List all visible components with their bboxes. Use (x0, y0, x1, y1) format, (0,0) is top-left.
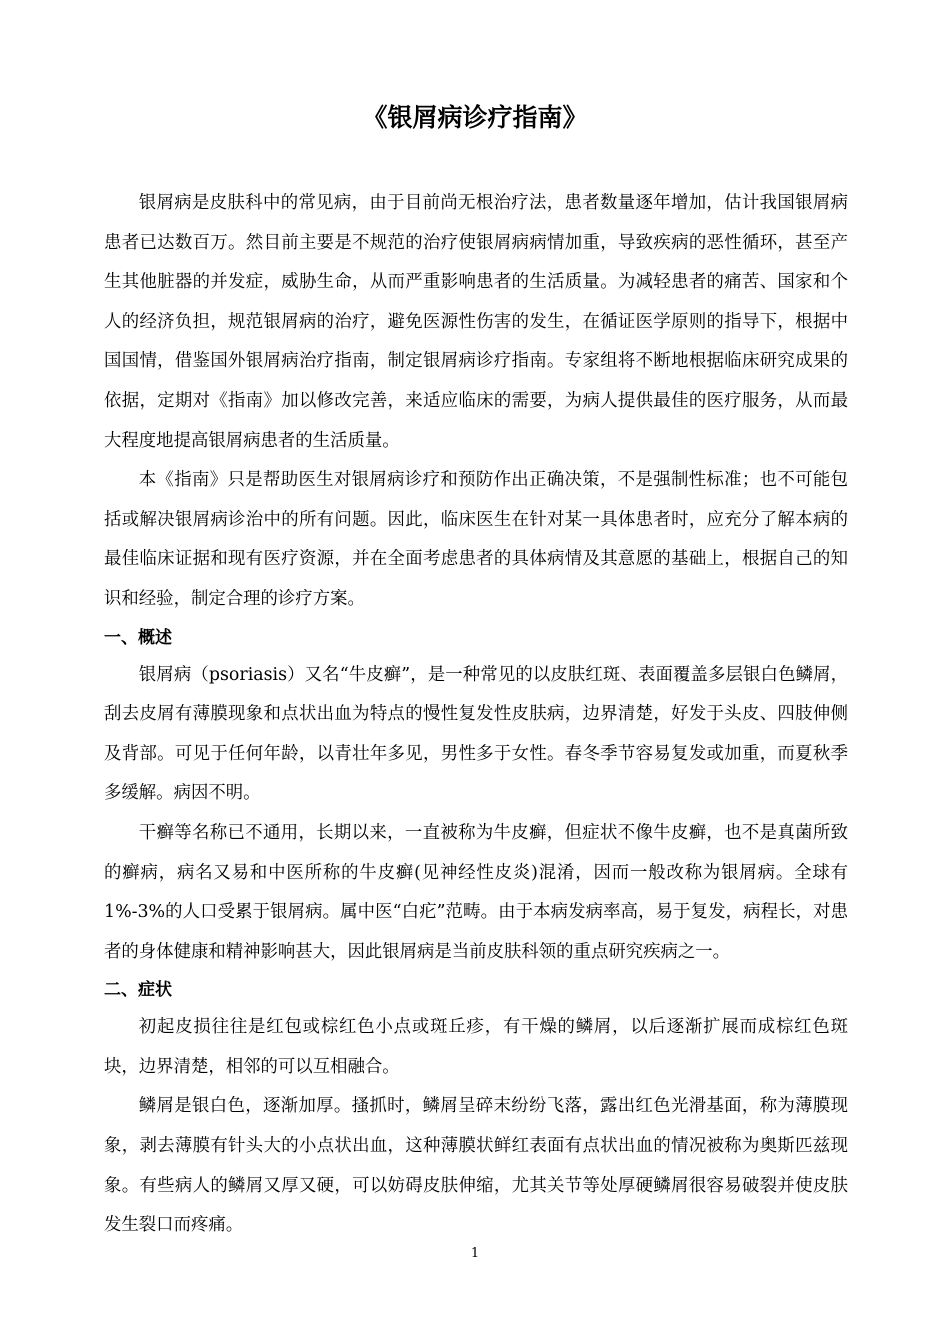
intro-paragraph: 银屑病是皮肤科中的常见病，由于目前尚无根治疗法，患者数量逐年增加，估计我国银屑病患者已达数百万。然目前主要是不规范的治疗使银屑病病情加重，导致疾病的恶性循环，甚至产生其他脏器的并发症，威胁生命，从而严重影响患者的生活质量。为减轻患者的痛苦、国家和个人的经济负担，规范银屑病的治疗，避免医源性伤害的发生，在循证医学原则的指导下，根据中国国情，借鉴国外银屑病治疗指南，制定银屑病诊疗指南。专家组将不断地根据临床研究成果的依据，定期对《指南》加以修改完善，来适应临床的需要，为病人提供最佳的医疗服务，从而最大程度地提高银屑病患者的生活质量。 (104, 193, 848, 451)
section-heading-overview: 一、概述 (104, 627, 172, 648)
intro-paragraph: 本《指南》只是帮助医生对银屑病诊疗和预防作出正确决策，不是强制性标准；也不可能包括或解决银屑病诊治中的所有问题。因此，临床医生在针对某一具体患者时，应充分了解本病的最佳临床证据和现有医疗资源，并在全面考虑患者的具体病情及其意愿的基础上，根据自己的知识和经验，制定合理的诊疗方案。 (104, 470, 848, 609)
overview-paragraph: 干癣等名称已不通用，长期以来，一直被称为牛皮癣，但症状不像牛皮癣，也不是真菌所致的癣病，病名又易和中医所称的牛皮癣(见神经性皮炎)混淆，因而一般改称为银屑病。全球有 1%-3%的人口受累于银屑病。属中医“白疕”范畴。由于本病发病率高，易于复发，病程长，对患者的身体健康和精神影响甚大，因此银屑病是当前皮肤科领的重点研究疾病之一。 (104, 822, 848, 962)
page-number: 1 (470, 1246, 480, 1261)
document-title: 《银屑病诊疗指南》 (362, 103, 588, 132)
overview-paragraph: 银屑病（psoriasis）又名“牛皮癣”，是一种常见的以皮肤红斑、表面覆盖多层银白色鳞屑，刮去皮屑有薄膜现象和点状出血为特点的慢性复发性皮肤病，边界清楚，好发于头皮、四肢伸侧及背部。可见于任何年龄，以青壮年多见，男性多于女性。春冬季节容易复发或加重，而夏秋季多缓解。病因不明。 (104, 664, 848, 804)
symptoms-paragraph: 初起皮损往往是红包或棕红色小点或斑丘疹，有干燥的鳞屑，以后逐渐扩展而成棕红色斑块，边界清楚，相邻的可以互相融合。 (104, 1017, 848, 1077)
document-body (104, 184, 848, 1246)
section-heading-symptoms: 二、症状 (104, 980, 172, 1001)
symptoms-paragraph: 鳞屑是银白色，逐渐加厚。搔抓时，鳞屑呈碎末纷纷飞落，露出红色光滑基面，称为薄膜现象，剥去薄膜有针头大的小点状出血，这种薄膜状鲜红表面有点状出血的情况被称为奥斯匹兹现象。有些病人的鳞屑又厚又硬，可以妨碍皮肤伸缩，尤其关节等处厚硬鳞屑很容易破裂并使皮肤发生裂口而疼痛。 (104, 1096, 848, 1236)
